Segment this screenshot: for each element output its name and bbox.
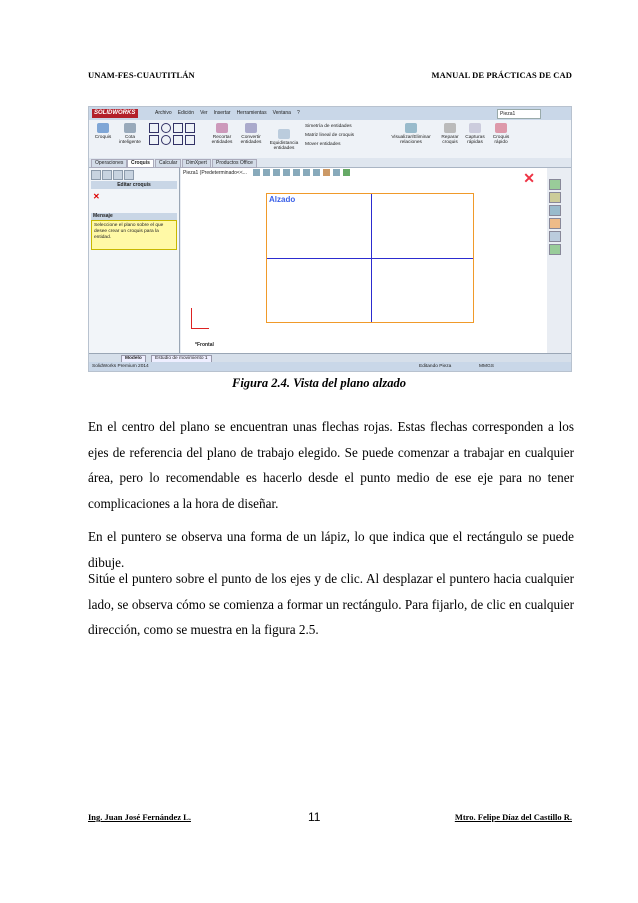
- command-tabs: [89, 158, 571, 168]
- header-left: UNAM-FES-CUAUTITLÁN: [88, 70, 195, 80]
- task-pane-icon[interactable]: [549, 231, 561, 242]
- offset-button[interactable]: Equidistancia entidades: [267, 129, 301, 151]
- front-plane[interactable]: [266, 193, 474, 323]
- feature-tree-icon[interactable]: [91, 170, 101, 180]
- header-right: MANUAL DE PRÁCTICAS DE CAD: [431, 70, 572, 80]
- menu-item[interactable]: ?: [296, 110, 300, 116]
- view-orientation-label: *Frontal: [195, 342, 214, 348]
- task-pane-icon[interactable]: [549, 179, 561, 190]
- relations-button[interactable]: Visualizar/Eliminar relaciones: [389, 123, 433, 145]
- tab-modelo[interactable]: Modelo: [121, 355, 146, 363]
- paragraph-1: En el centro del plano se encuentran unas flechas rojas. Estas flechas corresponden a los ejes de referencia del plano de trabajo elegido. Se puede comenzar a trabajar en cualquier área, pero lo recomendable es hacerlo desde el punto medio de ese eje para no tener complicaciones a la hora de diseñar.: [88, 419, 574, 511]
- status-units[interactable]: MMGS: [479, 364, 494, 369]
- message-header: Mensaje: [91, 213, 177, 220]
- menu-item[interactable]: Insertar: [213, 110, 231, 116]
- smart-dimension-button[interactable]: Cota inteligente: [117, 123, 143, 145]
- rapid-sketch-button[interactable]: Croquis rápido: [489, 123, 513, 145]
- menu-bar: [155, 110, 300, 116]
- task-pane-icon[interactable]: [549, 205, 561, 216]
- sketch-icon: [97, 123, 109, 133]
- feature-tree-item[interactable]: Pieza1 (Predeterminado<<...: [183, 170, 247, 176]
- property-manager: [89, 168, 180, 358]
- mirror-button[interactable]: Simetría de entidades: [305, 124, 352, 129]
- panel-title: Editar croquis: [91, 181, 177, 189]
- close-icon[interactable]: ✕: [93, 192, 100, 201]
- task-pane-icon[interactable]: [549, 218, 561, 229]
- tab-motion-study[interactable]: Estudio de movimiento 1: [151, 355, 212, 363]
- horizontal-axis: [267, 258, 473, 259]
- convert-icon: [245, 123, 257, 133]
- move-button[interactable]: Mover entidades: [305, 142, 341, 147]
- repair-icon: [444, 123, 456, 133]
- menu-item[interactable]: Herramientas: [236, 110, 267, 116]
- task-pane-icon[interactable]: [549, 244, 561, 255]
- property-icon[interactable]: [102, 170, 112, 180]
- rapid-sketch-icon: [495, 123, 507, 133]
- solidworks-screenshot: [88, 106, 572, 372]
- menu-item[interactable]: Ventana: [272, 110, 291, 116]
- solidworks-logo: SOLIDWORKS: [92, 109, 138, 118]
- ribbon: [89, 120, 571, 159]
- message-box: Seleccione el plano sobre el que desee crear un croquis para la entidad.: [91, 220, 177, 250]
- tab-croquis[interactable]: Croquis: [127, 159, 154, 168]
- task-pane-icon[interactable]: [549, 192, 561, 203]
- model-tabs: [89, 353, 571, 362]
- dimxpert-icon[interactable]: [124, 170, 134, 180]
- view-toolbar-icons[interactable]: [251, 168, 541, 178]
- x-axis-arrow: [191, 328, 209, 329]
- exit-sketch-icon[interactable]: ✕: [523, 170, 535, 186]
- repair-sketch-button[interactable]: Reparar croquis: [439, 123, 461, 145]
- menu-item[interactable]: Ver: [200, 110, 208, 116]
- footer-left: Ing. Juan José Fernández L.: [88, 812, 191, 822]
- offset-icon: [278, 129, 290, 139]
- snaps-button[interactable]: Capturas rápidas: [463, 123, 487, 145]
- tab-operaciones[interactable]: Operaciones: [91, 159, 127, 168]
- menu-item[interactable]: Archivo: [155, 110, 172, 116]
- trim-button[interactable]: Recortar entidades: [209, 123, 235, 145]
- tab-calcular[interactable]: Calcular: [155, 159, 181, 168]
- figure-caption: Figura 2.4. Vista del plano alzado: [232, 376, 406, 390]
- graphics-area[interactable]: [181, 168, 547, 358]
- convert-button[interactable]: Convertir entidades: [237, 123, 265, 145]
- page-number: 11: [308, 810, 321, 824]
- tab-office[interactable]: Productos Office: [212, 159, 257, 168]
- paragraph-3: Sitúe el puntero sobre el punto de los ejes y de clic. Al desplazar el puntero hacia cualquier lado, se observa cómo se comienza a formar un rectángulo. Para fijarlo, de clic en cualquier dirección, como se muestra en la figura 2.5.: [88, 571, 574, 637]
- status-product: SolidWorks Premium 2014: [92, 364, 149, 369]
- snaps-icon: [469, 123, 481, 133]
- croquis-button[interactable]: Croquis: [92, 123, 114, 140]
- view-toolbar: [251, 168, 541, 178]
- dimension-icon: [124, 123, 136, 133]
- y-axis-arrow: [191, 308, 192, 328]
- footer-right: Mtro. Felipe Díaz del Castillo R.: [454, 812, 572, 822]
- paragraph-2: En el puntero se observa una forma de un lápiz, lo que indica que el rectángulo se puede dibuje.: [88, 529, 574, 570]
- tab-dimxpert[interactable]: DimXpert: [182, 159, 211, 168]
- sketch-tools-grid[interactable]: [149, 123, 199, 153]
- status-mode: Editando Pieza: [419, 364, 452, 369]
- title-bar: [89, 107, 571, 120]
- task-pane-icons: [549, 179, 561, 279]
- trim-icon: [216, 123, 228, 133]
- part-selector[interactable]: Pieza1: [497, 109, 541, 119]
- menu-item[interactable]: Edición: [177, 110, 195, 116]
- relations-icon: [405, 123, 417, 133]
- plane-label: Alzado: [269, 195, 296, 204]
- config-icon[interactable]: [113, 170, 123, 180]
- status-bar: [89, 362, 571, 371]
- linear-pattern-button[interactable]: Matriz lineal de croquis: [305, 133, 355, 138]
